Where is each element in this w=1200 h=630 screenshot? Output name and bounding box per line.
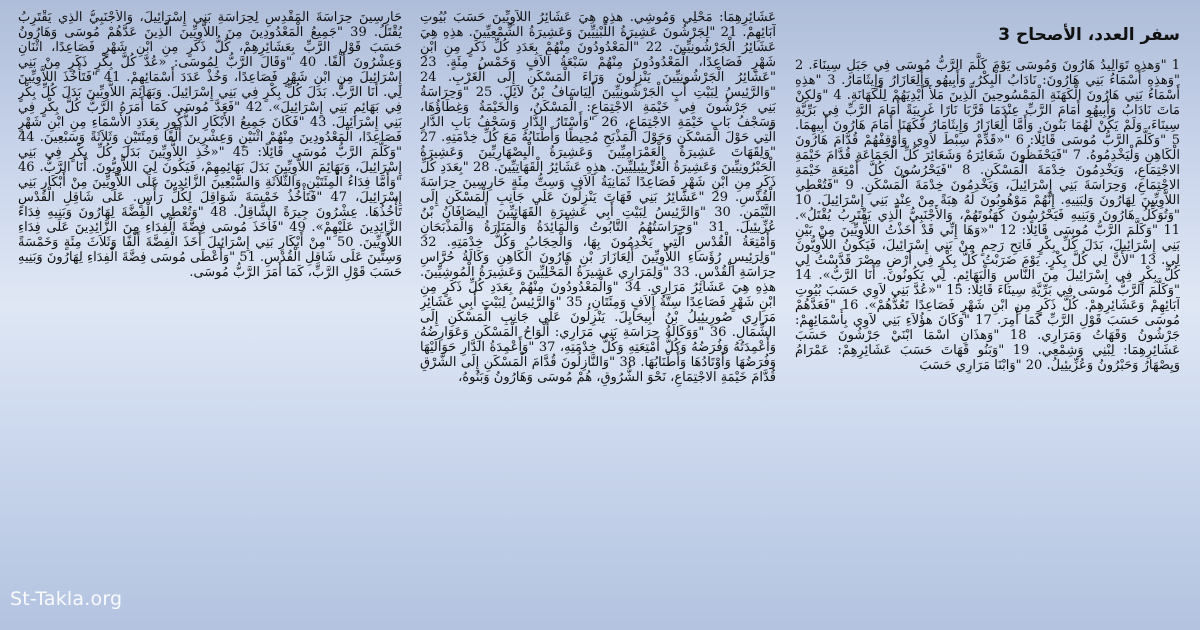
site-watermark: St-Takla.org bbox=[10, 588, 123, 610]
column-right-text: 1 "وَهذِهِ تَوَالِيدُ هَارُونَ وَمُوسَى يَوْمَ كَلَّمَ الرَّبُّ مُوسَى فِي جَبَلِ سِينَاءَ. 2 "وَهذِهِ أَسْمَاءُ بَنِي هَارُونَ: نَادَابُ الْبِكْرُ، وَأَبِيهُو وَأَلِعَازَارُ وَإِيثَامَارُ. 3 "هذِهِ أَسْمَاءُ بَنِي هَارُونَ الْكَهَنَةِ الْمَمْسُوحِينَ الَّذِينَ مَلأَ أَيْدِيَهُمْ لِلْكَهَانَةِ. 4 "وَلكِنْ مَاتَ نَادَابُ وَأَبِيهُو أَمَامَ الرَّبِّ عِنْدَمَا قَرَّبَا نَارًا غَرِيبَةً أَمَامَ الرَّبِّ فِي بَرِّيَّةِ سِينَاءَ، وَلَمْ يَكُنْ لَهُمَا بَنُونَ. وَأَمَّا أَلِعَازَارُ وَإِيثَامَارُ فَكَهَنَا أَمَامَ هَارُونَ أَبِيهِمَا. 5 "وَكَلَّمَ الرَّبُّ مُوسَى قَائِلًا: 6 "«قَدِّمْ سِبْطَ لاَوِي وَأَوْقِفْهُمْ قُدَّامَ هَارُونَ الْكَاهِنِ وَلْيَخْدِمُوهُ. 7 "فَيَحْفَظُونَ شَعَائِرَهُ وَشَعَائِرَ كُلِّ الْجَمَاعَةِ قُدَّامَ خَيْمَةِ الاجْتِمَاعِ، وَيَخْدِمُونَ خِدْمَةَ الْمَسْكَنِ. 8 "فَيَحْرُسُونَ كُلَّ أَمْتِعَةِ خَيْمَةِ الاجْتِمَاعِ، وَحِرَاسَةَ بَنِي إِسْرَائِيلَ، وَيَخْدِمُونَ خِدْمَةَ الْمَسْكَنِ. 9 "فَتُعْطِي اللاَّوِيِّينَ لِهَارُونَ وَلِبَنِيهِ. إِنَّهُمْ مَوْهُوبُونَ لَهُ هِبَةً مِنْ عِنْدِ بَنِي إِسْرَائِيلَ. 10 "وَتُوَكِّلُ هَارُونَ وَبَنِيهِ فَيَحْرُسُونَ كَهَنُوتَهُمْ، وَالأَجْنَبِيُّ الَّذِي يَقْتَرِبُ يُقْتَلُ». 11 "وَكَلَّمَ الرَّبُّ مُوسَى قَائِلًا: 12 "«وَهَا إِنِّي قَدْ أَخَذْتُ اللاَّوِيِّينَ مِنْ بَيْنِ بَنِي إِسْرَائِيلَ، بَدَلَ كُلِّ بِكْرٍ فَاتِحِ رَحِمٍ مِنْ بَنِي إِسْرَائِيلَ، فَيَكُونُ اللاَّوِيُّونَ لِي. 13 "لأَنَّ لِي كُلَّ بِكْرٍ. يَوْمَ ضَرَبْتُ كُلَّ بِكْرٍ فِي أَرْضِ مِصْرَ قَدَّسْتُ لِي كُلَّ بِكْرٍ فِي إِسْرَائِيلَ مِنَ النَّاسِ وَالْبَهَائِمِ. لِي يَكُونُونَ. أَنَا الرَّبُّ». 14 "وَكَلَّمَ الرَّبُّ مُوسَى فِي بَرِّيَّةِ سِينَاءَ قَائِلًا: 15 "«عُدَّ بَنِي لاَوِي حَسَبَ بُيُوتِ آبَائِهِمْ وَعَشَائِرِهِمْ. كُلَّ ذَكَرٍ مِنِ ابْنِ شَهْرٍ فَصَاعِدًا تَعُدُّهُمْ». 16 "فَعَدَّهُمْ مُوسَى حَسَبَ قَوْلِ الرَّبِّ كَمَا أُمِرَ. 17 "وَكَانَ هؤُلاَءِ بَنِي لاَوِي بِأَسْمَائِهِمْ: جَرْشُونُ وَقَهَاتُ وَمَرَارِي. 18 "وَهذَانِ اسْمَا ابْنَيْ جَرْشُونَ حَسَبَ عَشَائِرِهِمَا: لِبْنِي وَشِمْعِي. 19 "وَبَنُو قَهَاتَ حَسَبَ عَشَائِرِهِمْ: عَمْرَامُ وَيِصْهَارُ وَحَبْرُونُ وَعُزِّيئِيلُ. 20 "وَابْنَا مَرَارِي حَسَبَ bbox=[795, 58, 1180, 373]
text-column-left bbox=[18, 10, 402, 480]
column-middle-text: عَشَائِرِهِمَا: مَحْلِي وَمُوشِي. هذِهِ هِيَ عَشَائِرُ اللاَّوِيِّينَ حَسَبَ بُيُوتِ آبَائِهِمْ. 21 "لِجَرْشُونَ عَشِيرَةُ اللِّبْنِيِّينَ وَعَشِيرَةُ الشِّمْعِيِّينَ. هذِهِ هِيَ عَشَائِرُ الْجَرْشُونِيِّينَ. 22 "الْمَعْدُودُونَ مِنْهُمْ بِعَدَدِ كُلِّ ذَكَرٍ مِنِ ابْنِ شَهْرٍ فَصَاعِدًا، الْمَعْدُودُونَ مِنْهُمْ سَبْعَةُ آلاَفٍ وَخَمْسُ مِئَةٍ. 23 "عَشَائِرُ الْجَرْشُونِيِّينَ يَنْزِلُونَ وَرَاءَ الْمَسْكَنِ إِلَى الْغَرْبِ. 24 "وَالرَّئِيسُ لِبَيْتِ أَبٍ الْجَرْشُونِيِّينَ أَلِيَاسَافُ بْنُ لاَئِلَ. 25 "وَحِرَاسَةُ بَنِي جَرْشُونَ فِي خَيْمَةِ الاجْتِمَاعِ: الْمَسْكَنُ، وَالْخَيْمَةُ وَغِطَاؤُهَا، وَسَجْفُ بَابِ خَيْمَةِ الاجْتِمَاعِ، 26 "وَأَسْتَارُ الدَّارِ وَسَجْفُ بَابِ الدَّارِ الَّتِي حَوْلَ الْمَسْكَنِ وَحَوْلَ الْمَذْبَحِ مُحِيطًا وَأَطْنَابُهُ مَعَ كُلِّ خِدْمَتِهِ. 27 "وَلِقَهَاتَ عَشِيرَةُ الْعَمْرَامِيِّينَ وَعَشِيرَةُ الْيِصْهَارِيِّينَ وَعَشِيرَةُ الْحَبْرُونِيِّينَ وَعَشِيرَةُ الْعُزِّيئِيلِيِّينَ. هذِهِ عَشَائِرُ الْقَهَاتِيِّينَ. 28 "بِعَدَدِ كُلِّ ذَكَرٍ مِنِ ابْنِ شَهْرٍ فَصَاعِدًا ثَمَانِيَةُ آلاَفٍ وَسِتُّ مِئَةٍ حَارِسِينَ حِرَاسَةَ الْقُدْسِ. 29 "عَشَائِرُ بَنِي قَهَاتَ يَنْزِلُونَ عَلَى جَانِبِ الْمَسْكَنِ إِلَى التَّيْمَنِ. 30 "وَالرَّئِيسُ لِبَيْتِ أَبِي عَشِيرَةِ الْقَهَاتِيِّينَ أَلِيصَافَانُ بْنُ عُزِّيئِيلَ. 31 "وَحِرَاسَتُهُمُ التَّابُوتُ وَالْمَائِدَةُ وَالْمَنَارَةُ وَالْمَذْبَحَانِ وَأَمْتِعَةُ الْقُدْسِ الَّتِي يَخْدِمُونَ بِهَا، وَالْحِجَابُ وَكُلُّ خِدْمَتِهِ. 32 "وَلِرَئِيسِ رُؤَسَاءِ اللاَّوِيِّينَ أَلِعَازَارَ بْنِ هَارُونَ الْكَاهِنِ وَكَالَةُ حُرَّاسِ حِرَاسَةِ الْقُدْسِ. 33 "وَلِمَرَارِي عَشِيرَةُ الْمَحْلِيِّينَ وَعَشِيرَةُ الْمُوشِيِّينَ. هذِهِ هِيَ عَشَائِرُ مَرَارِي. 34 "وَالْمَعْدُودُونَ مِنْهُمْ بِعَدَدِ كُلِّ ذَكَرٍ مِنِ ابْنِ شَهْرٍ فَصَاعِدًا سِتَّةُ آلاَفٍ وَمِئَتَانِ، 35 "وَالرَّئِيسُ لِبَيْتِ أَبِي عَشَائِرِ مَرَارِي صُورِيئِيلُ بْنُ أَبِيحَايِلَ. يَنْزِلُونَ عَلَى جَانِبِ الْمَسْكَنِ إِلَى الشِّمَالِ. 36 "وَوَكَالَةُ حِرَاسَةِ بَنِي مَرَارِي: أَلْوَاحُ الْمَسْكَنِ وَعَوَارِضُهُ وَأَعْمِدَتُهُ وَفُرَضُهُ وَكُلُّ أَمْتِعَتِهِ وَكُلُّ خِدْمَتِهِ، 37 "وَأَعْمِدَةُ الدَّارِ حَوَالَيْهَا وَفُرَضُهَا وَأَوْتَادُهَا وَأَطْنَابُهَا. 38 "وَالنَّازِلُونَ قُدَّامَ الْمَسْكَنِ إِلَى الشَّرْقِ قُدَّامَ خَيْمَةِ الاجْتِمَاعِ، نَحْوَ الشُّرُوقِ، هُمْ مُوسَى وَهَارُونُ وَبَنُوهُ، bbox=[420, 10, 776, 385]
column-left-text: حَارِسِينَ حِرَاسَةَ الْمَقْدِسِ لِحِرَاسَةِ بَنِي إِسْرَائِيلَ، وَالأَجْنَبِيُّ الَّذِي يَقْتَرِبُ يُقْتَلُ. 39 "جَمِيعُ الْمَعْدُودِينَ مِنَ اللاَّوِيِّينَ الَّذِينَ عَدَّهُمْ مُوسَى وَهَارُونُ حَسَبَ قَوْلِ الرَّبِّ بِعَشَائِرِهِمْ، كُلُّ ذَكَرٍ مِنِ ابْنِ شَهْرٍ فَصَاعِدًا، اثْنَانِ وَعِشْرُونَ أَلْفًا. 40 "وَقَالَ الرَّبُّ لِمُوسَى: «عُدَّ كُلَّ بِكْرٍ ذَكَرٍ مِنْ بَنِي إِسْرَائِيلَ مِنِ ابْنِ شَهْرٍ فَصَاعِدًا، وَخُذْ عَدَدَ أَسْمَائِهِمْ. 41 "فَتَأْخُذَ اللاَّوِيِّينَ لِي. أَنَا الرَّبُّ. بَدَلَ كُلِّ بِكْرٍ فِي بَنِي إِسْرَائِيلَ. وَبَهَائِمَ اللاَّوِيِّينَ بَدَلَ كُلِّ بِكْرٍ فِي بَهَائِمِ بَنِي إِسْرَائِيلَ». 42 "فَعَدَّ مُوسَى كَمَا أَمَرَهُ الرَّبُّ كُلَّ بِكْرٍ فِي بَنِي إِسْرَائِيلَ. 43 "فَكَانَ جَمِيعُ الأَبْكَارِ الذُّكُورِ بِعَدَدِ الأَسْمَاءِ مِنِ ابْنِ شَهْرٍ فَصَاعِدًا، الْمَعْدُودِينَ مِنْهُمْ اثْنَيْنِ وَعِشْرِينَ أَلْفًا وَمِئَتَيْنِ وَثَلاَثَةً وَسَبْعِينَ. 44 "وَكَلَّمَ الرَّبُّ مُوسَى قَائِلًا: 45 "«خُذِ اللاَّوِيِّينَ بَدَلَ كُلِّ بِكْرٍ فِي بَنِي إِسْرَائِيلَ، وَبَهَائِمَ اللاَّوِيِّينَ بَدَلَ بَهَائِمِهِمْ، فَيَكُونَ لِيَ اللاَّوِيُّونَ. أَنَا الرَّبُّ. 46 "وَأَمَّا فِدَاءُ الْمِئَتَيْنِ وَالثَّلاَثَةِ وَالسَّبْعِينَ الزَّائِدِينَ عَلَى اللاَّوِيِّينَ مِنْ أَبْكَارِ بَنِي إِسْرَائِيلَ، 47 "فَتَأْخُذُ خَمْسَةَ شَوَاقِلَ لِكُلِّ رَأْسٍ. عَلَى شَاقِلِ الْقُدْسِ تَأْخُذُهَا. عِشْرُونَ جِيرَةً الشَّاقِلُ. 48 "وَتُعْطِي الْفِضَّةَ لِهَارُونَ وَبَنِيهِ فِدَاءَ الزَّائِدِينَ عَلَيْهِمْ». 49 "فَأَخَذَ مُوسَى فِضَّةَ الْفِدَاءِ مِنَ الزَّائِدِينَ عَلَى فِدَاءِ اللاَّوِيِّينَ. 50 "مِنْ أَبْكَارِ بَنِي إِسْرَائِيلَ أَخَذَ الْفِضَّةَ أَلْفًا وَثَلاَثَ مِئَةٍ وَخَمْسَةً وَسِتِّينَ عَلَى شَاقِلِ الْقُدْسِ. 51 "وَأَعْطَى مُوسَى فِضَّةَ الْفِدَاءِ لِهَارُونَ وَبَنِيهِ حَسَبَ قَوْلِ الرَّبِّ، كَمَا أَمَرَ الرَّبُّ مُوسَى. bbox=[18, 10, 402, 280]
text-column-middle bbox=[420, 10, 776, 480]
chapter-title: سفر العدد، الأصحاح 3 bbox=[998, 25, 1180, 45]
text-column-right bbox=[795, 10, 1180, 620]
